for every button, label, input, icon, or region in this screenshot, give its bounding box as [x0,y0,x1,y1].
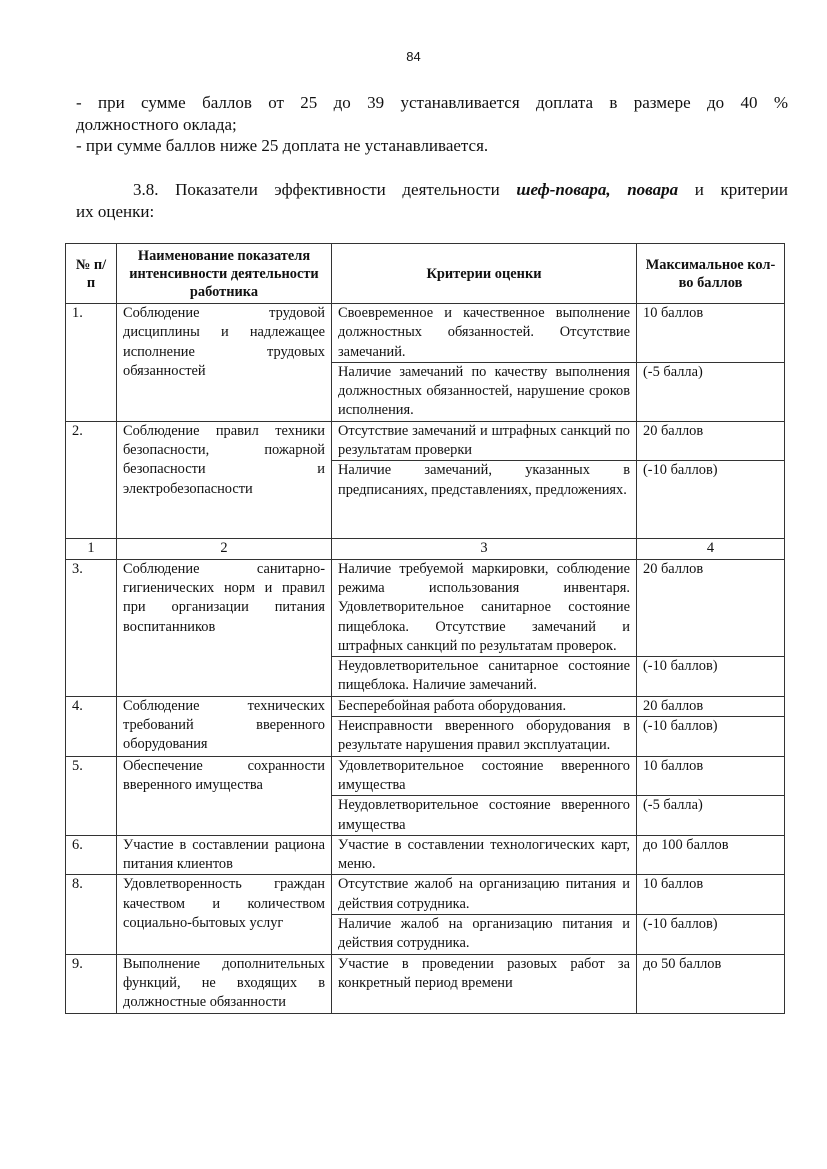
row-num: 4. [66,696,117,756]
row-points: до 50 баллов [637,954,785,1013]
table-row [66,756,785,796]
section-heading-suffix: и критерии [678,180,788,199]
section-heading [76,179,788,201]
row-criteria: Отсутствие жалоб на организацию питания и действия сотрудника. [332,875,637,915]
row-points: 10 баллов [637,875,785,915]
indicators-table [65,243,785,1014]
header-num: № п/п [66,244,117,304]
row-points: (-10 баллов) [637,717,785,757]
row-points: (-5 балла) [637,796,785,836]
row-points: 10 баллов [637,756,785,796]
row-name: Выполнение дополнительных функций, не входящих в должностные обязанности [117,954,332,1013]
row-num: 1. [66,304,117,422]
column-numbers-row [66,539,785,559]
table-row [66,835,785,875]
row-num: 2. [66,421,117,539]
section-heading-emphasis: шеф-повара, повара [516,180,679,199]
row-num: 3. [66,559,117,696]
row-points: (-5 балла) [637,362,785,421]
row-criteria: Наличие замечаний по качеству выполнения должностных обязанностей, нарушение сроков исполнения. [332,362,637,421]
row-name: Удовлетворенность граждан качеством и количеством социально-бытовых услуг [117,875,332,954]
page-number: 84 [406,49,421,64]
row-name: Соблюдение технических требований вверенного оборудования [117,696,332,756]
row-points: 20 баллов [637,696,785,716]
row-criteria: Бесперебойная работа оборудования. [332,696,637,716]
intro-line-2: - при сумме баллов ниже 25 доплата не устанавливается. [76,136,489,155]
row-name: Обеспечение сохранности вверенного имущества [117,756,332,835]
row-num: 9. [66,954,117,1013]
row-points: (-10 баллов) [637,915,785,955]
intro-line-1-cont: должностного оклада; [76,115,237,134]
row-num: 6. [66,835,117,875]
row-criteria: Наличие требуемой маркировки, соблюдение режима использования инвентаря. Удовлетворительное санитарное состояние пищеблока. Отсутствие замечаний и штрафных санкций по результатам проверок. [332,559,637,656]
row-criteria: Участие в проведении разовых работ за конкретный период времени [332,954,637,1013]
row-points: до 100 баллов [637,835,785,875]
row-criteria: Неудовлетворительное состояние вверенного имущества [332,796,637,836]
row-criteria: Неисправности вверенного оборудования в результате нарушения правил эксплуатации. [332,717,637,757]
table-row [66,954,785,1013]
table-row [66,875,785,915]
row-points: (-10 баллов) [637,461,785,539]
header-name: Наименование показателя интенсивности деятельности работника [117,244,332,304]
table-row [66,559,785,656]
row-points: (-10 баллов) [637,657,785,697]
row-name: Участие в составлении рациона питания клиентов [117,835,332,875]
row-num: 5. [66,756,117,835]
row-name: Соблюдение трудовой дисциплины и надлежащее исполнение трудовых обязанностей [117,304,332,422]
table-row [66,304,785,363]
row-points: 20 баллов [637,421,785,461]
header-criteria: Критерии оценки [332,244,637,304]
row-points: 10 баллов [637,304,785,363]
column-number: 2 [117,539,332,559]
row-criteria: Своевременное и качественное выполнение должностных обязанностей. Отсутствие замечаний. [332,304,637,363]
section-heading-cont: их оценки: [76,202,155,221]
row-name: Соблюдение санитарно-гигиенических норм и правил при организации питания воспитанников [117,559,332,696]
row-points: 20 баллов [637,559,785,656]
row-criteria: Наличие жалоб на организацию питания и действия сотрудника. [332,915,637,955]
column-number: 3 [332,539,637,559]
section-heading-prefix: 3.8. Показатели эффективности деятельности [133,180,517,199]
table-row [66,421,785,461]
row-num: 8. [66,875,117,954]
table-row [66,696,785,716]
column-number: 1 [66,539,117,559]
row-criteria: Отсутствие замечаний и штрафных санкций по результатам проверки [332,421,637,461]
row-criteria: Удовлетворительное состояние вверенного имущества [332,756,637,796]
row-criteria: Участие в составлении технологических карт, меню. [332,835,637,875]
row-name: Соблюдение правил техники безопасности, пожарной безопасности и электробезопасности [117,421,332,539]
row-criteria: Наличие замечаний, указанных в предписаниях, представлениях, предложениях. [332,461,637,539]
row-criteria: Неудовлетворительное санитарное состояние пищеблока. Наличие замечаний. [332,657,637,697]
column-number: 4 [637,539,785,559]
intro-line-1: - при сумме баллов от 25 до 39 устанавливается доплата в размере до 40 % [76,93,788,112]
table-header-row [66,244,785,304]
header-max: Максимальное кол-во баллов [637,244,785,304]
